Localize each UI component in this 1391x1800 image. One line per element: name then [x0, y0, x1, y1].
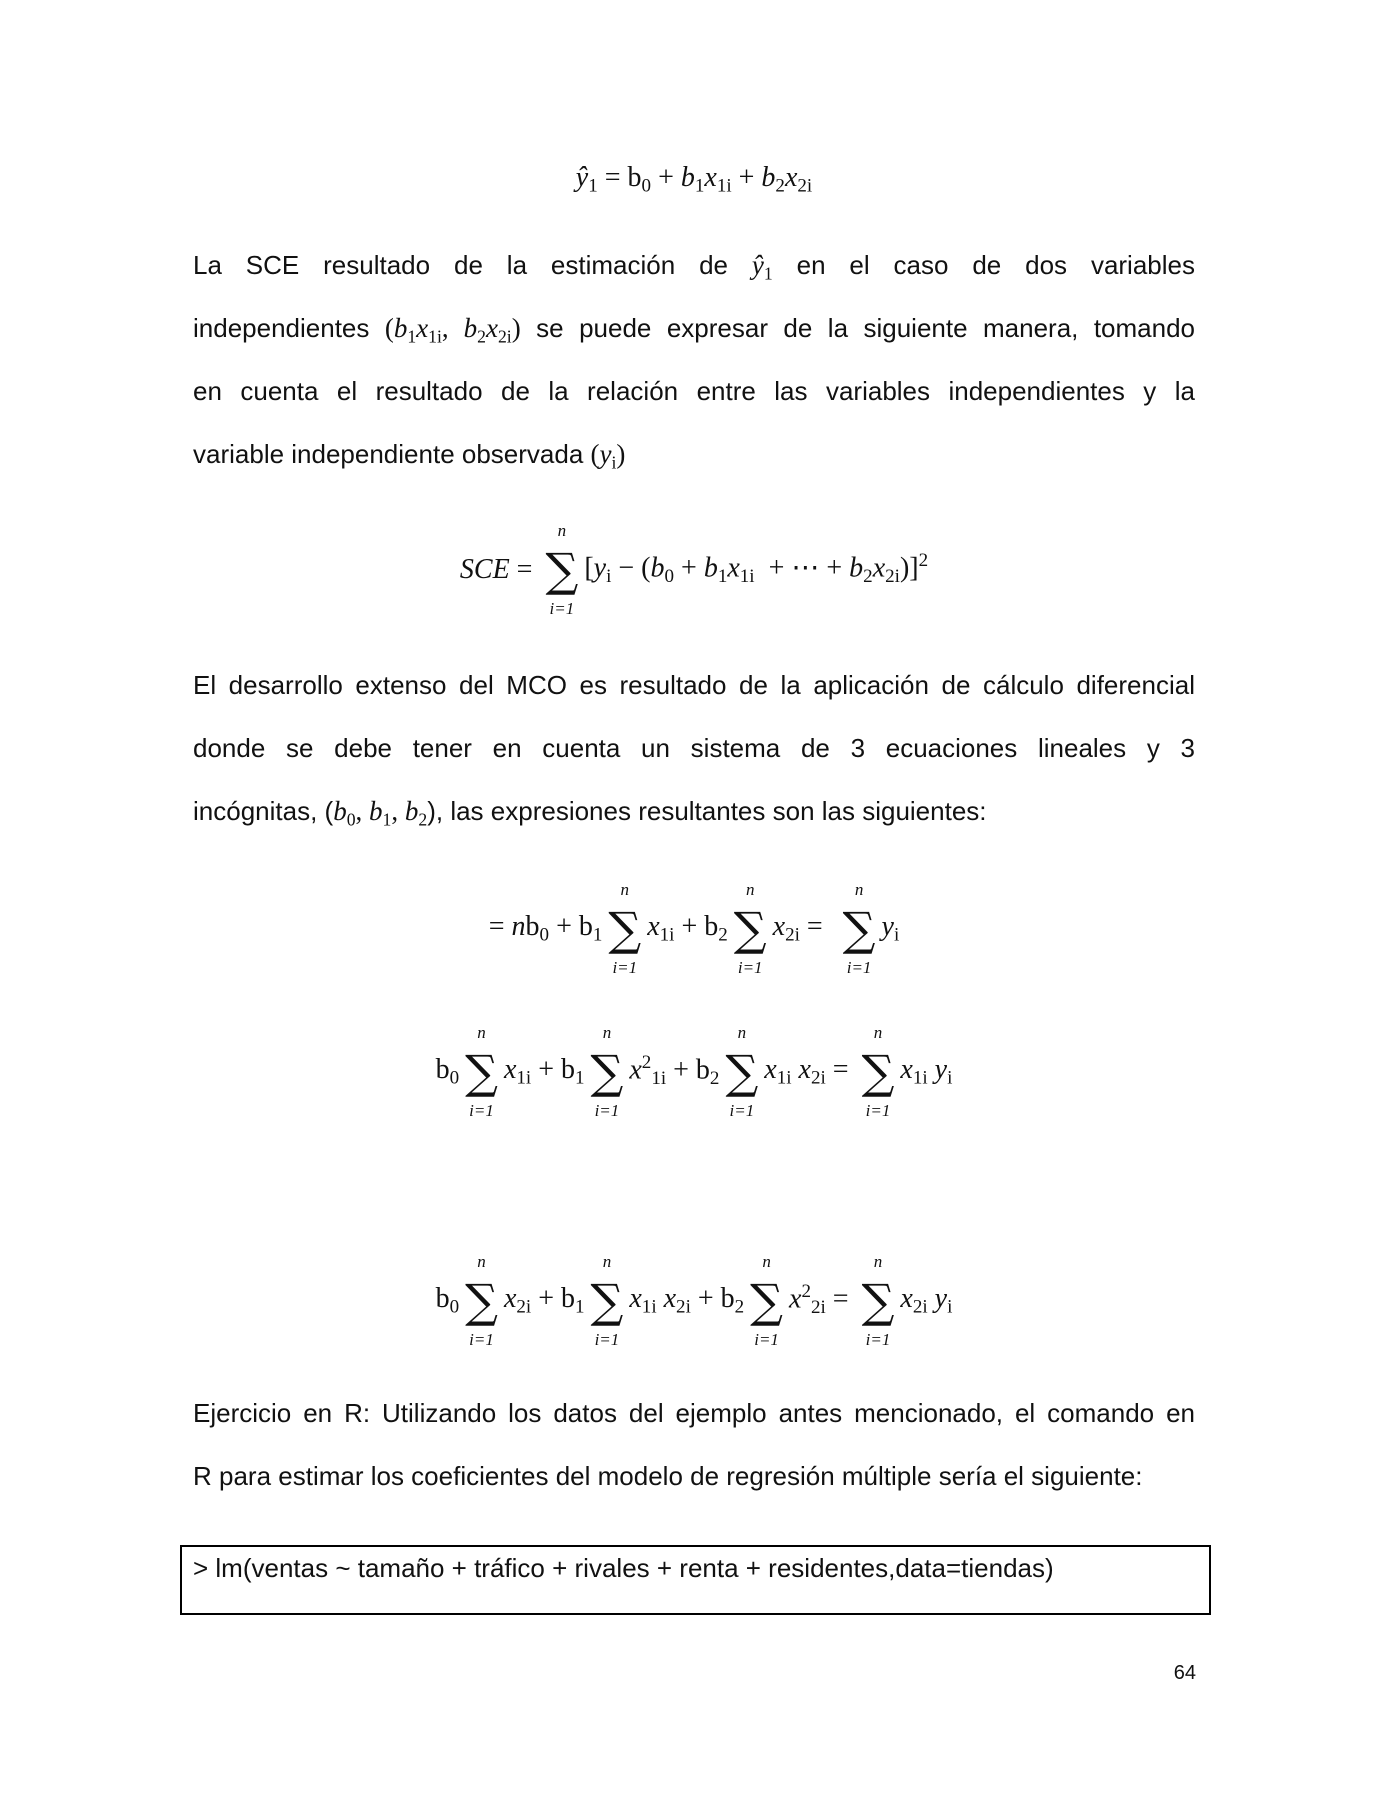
summation	[734, 880, 767, 978]
math-variable: x	[900, 1283, 913, 1315]
summation-lower-limit: i=1	[469, 1101, 494, 1120]
summation-upper-limit: n	[873, 1252, 883, 1271]
summation-symbol: ∑	[545, 543, 579, 597]
math-subscript: 2i	[912, 1296, 928, 1318]
math-subscript: 1i	[659, 924, 675, 946]
equation-sce	[193, 521, 1195, 619]
summation-upper-limit: n	[477, 1252, 486, 1271]
math-symbol: ,	[355, 796, 370, 826]
summation-symbol: ∑	[842, 902, 876, 956]
math-subscript: 2i	[676, 1296, 691, 1318]
paragraph-sce-explanation	[193, 234, 1195, 486]
math-subscript: 2	[477, 326, 486, 347]
math-term	[764, 1053, 855, 1091]
math-variable: n	[511, 911, 526, 943]
math-symbol: b	[435, 1283, 450, 1315]
math-symbol: =	[825, 1283, 856, 1315]
math-variable: b	[463, 313, 478, 343]
math-subscript: i	[893, 924, 900, 946]
math-subscript: 2	[734, 1296, 745, 1318]
math-subscript: i	[947, 1296, 953, 1318]
summation-symbol: ∑	[750, 1274, 784, 1328]
math-symbol: b	[435, 1054, 450, 1086]
math-symbol: b	[525, 911, 540, 943]
math-variable: ŷ	[751, 250, 764, 280]
math-variable: x	[900, 1054, 913, 1086]
text-run: ), las expresiones resultantes son las siguientes:	[427, 796, 987, 826]
math-term	[460, 553, 540, 587]
summation-lower-limit: i=1	[737, 958, 763, 977]
math-variable: x	[764, 1054, 777, 1086]
math-variable: x	[503, 1054, 517, 1086]
math-symbol: )	[616, 439, 626, 469]
text-run: R para estimar los coeficientes del modelo de regresión múltiple sería el siguiente:	[193, 1461, 1143, 1491]
paragraph-r-exercise	[193, 1382, 1195, 1508]
math-symbol: − (	[611, 552, 651, 584]
normal-equation-2	[193, 1023, 1195, 1121]
math-subscript: 2i	[785, 924, 800, 946]
summation	[750, 1252, 783, 1350]
math-subscript: 1	[694, 175, 705, 197]
math-term	[647, 910, 728, 948]
math-subscript: i	[611, 452, 617, 473]
math-variable: y	[934, 1283, 948, 1315]
math-variable: x	[485, 313, 498, 343]
text-line	[193, 654, 1195, 717]
summation	[725, 1023, 758, 1121]
math-symbol: [	[584, 552, 594, 584]
math-subscript: 1i	[641, 1296, 657, 1318]
text-run: incógnitas, (	[193, 796, 334, 826]
summation	[591, 1023, 624, 1121]
text-line	[193, 780, 1195, 843]
math-variable: b	[369, 796, 383, 826]
math-subscript: 0	[346, 809, 356, 830]
math-variable: x	[784, 162, 798, 194]
math-symbol: + b	[531, 1283, 575, 1315]
summation-lower-limit: i=1	[865, 1101, 891, 1120]
summation	[843, 880, 876, 978]
text-line	[193, 1445, 1195, 1508]
math-subscript: 2	[709, 1068, 720, 1090]
summation-symbol: ∑	[590, 1045, 624, 1099]
math-subscript: 1i	[651, 1068, 667, 1090]
math-superscript: 2	[801, 1281, 811, 1303]
math-symbol: + ⋯ +	[754, 552, 850, 584]
math-term	[504, 1282, 585, 1320]
math-variable: x	[416, 313, 429, 343]
math-variable: b	[849, 552, 864, 584]
math-subscript: 1i	[739, 566, 755, 588]
normal-equation-3	[193, 1252, 1195, 1350]
text-run: en el caso de dos variables	[772, 250, 1195, 280]
math-variable: b	[333, 796, 347, 826]
r-command: > lm(ventas ~ tamaño + tráfico + rivales + renta + residentes,data=tiendas)	[193, 1553, 1054, 1583]
math-variable: b	[650, 552, 665, 584]
math-symbol: =	[488, 911, 512, 943]
math-term	[900, 1282, 952, 1320]
math-symbol: + b	[674, 911, 719, 943]
math-subscript: 1	[592, 924, 603, 946]
math-symbol: ,	[391, 796, 405, 826]
math-term	[584, 550, 928, 589]
math-variable: ŷ	[575, 162, 589, 194]
math-subscript: 1i	[428, 326, 442, 347]
summation-upper-limit: n	[745, 880, 755, 899]
math-variable: x	[503, 1283, 517, 1315]
math-subscript: 2i	[885, 566, 900, 588]
math-term	[629, 1282, 744, 1320]
math-subscript: 0	[641, 175, 652, 197]
math-symbol	[657, 1283, 664, 1314]
text-line	[193, 717, 1195, 780]
summation	[862, 1023, 895, 1121]
math-variable: x	[704, 162, 717, 194]
math-subscript: 1	[575, 1067, 585, 1089]
math-variable: x	[798, 1054, 811, 1086]
math-symbol: )	[511, 313, 521, 343]
paragraph-mco-development	[193, 654, 1195, 843]
code-block	[180, 1545, 1211, 1615]
math-symbol: =	[509, 554, 540, 586]
summation-upper-limit: n	[557, 521, 567, 540]
text-run: El desarrollo extenso del MCO es resultado de la aplicación de cálculo diferencial	[193, 670, 1195, 700]
summation-upper-limit: n	[620, 880, 630, 899]
summation-lower-limit: i=1	[754, 1330, 779, 1349]
math-subscript: 1i	[776, 1067, 792, 1089]
summation-lower-limit: i=1	[549, 599, 575, 618]
math-symbol: +	[731, 162, 762, 194]
text-line	[193, 360, 1195, 423]
math-symbol: = b	[597, 162, 642, 194]
math-variable: x	[629, 1054, 642, 1086]
summation-lower-limit: i=1	[729, 1101, 755, 1120]
math-symbol	[928, 1283, 935, 1314]
math-variable: y	[599, 439, 612, 469]
math-variable: b	[703, 552, 718, 584]
summation	[862, 1252, 895, 1350]
math-symbol: =	[799, 911, 837, 943]
math-subscript: 1i	[912, 1067, 928, 1089]
math-term	[773, 910, 837, 948]
math-variable: x	[872, 552, 886, 584]
math-subscript: 2	[418, 809, 428, 830]
text-run: La SCE resultado de la estimación de	[193, 250, 752, 280]
math-variable: b	[761, 162, 776, 194]
normal-equation-1	[193, 880, 1195, 978]
math-subscript: 2i	[516, 1296, 532, 1318]
text-line	[193, 423, 1195, 486]
math-subscript: 1	[588, 175, 598, 197]
math-subscript: 2	[718, 924, 728, 946]
math-superscript: 2	[641, 1052, 652, 1074]
summation-upper-limit: n	[873, 1023, 883, 1042]
math-term	[489, 910, 603, 948]
math-subscript: 2	[863, 566, 873, 588]
text-line	[193, 234, 1195, 297]
summation-symbol: ∑	[861, 1274, 895, 1328]
math-symbol: (	[590, 439, 600, 469]
summation-upper-limit: n	[737, 1023, 747, 1042]
math-subscript: 2	[775, 175, 785, 197]
math-subscript: 0	[449, 1296, 460, 1318]
summation-lower-limit: i=1	[612, 958, 638, 977]
math-subscript: 2i	[810, 1297, 826, 1319]
math-term	[900, 1053, 952, 1091]
math-symbol	[928, 1054, 935, 1085]
summation	[545, 521, 578, 619]
math-term	[789, 1281, 856, 1320]
math-subscript: i	[606, 566, 612, 588]
math-term	[629, 1052, 719, 1091]
summation-upper-limit: n	[602, 1252, 612, 1271]
math-variable: x	[789, 1283, 802, 1315]
math-variable: x	[772, 911, 786, 943]
math-subscript: 2i	[797, 175, 813, 197]
math-subscript: 1i	[716, 175, 732, 197]
summation-symbol: ∑	[733, 902, 767, 956]
text-run: donde se debe tener en cuenta un sistema de 3 ecuaciones lineales y 3	[193, 733, 1195, 763]
math-symbol: +	[674, 552, 704, 584]
math-variable: y	[934, 1054, 948, 1086]
math-term	[436, 1053, 460, 1091]
math-variable: b	[404, 796, 419, 826]
summation-lower-limit: i=1	[865, 1330, 891, 1349]
math-variable: SCE	[459, 554, 510, 586]
math-subscript: 1	[763, 263, 773, 284]
math-symbol: =	[825, 1054, 856, 1086]
text-line	[193, 1382, 1195, 1445]
summation-symbol: ∑	[465, 1045, 498, 1099]
text-line	[193, 297, 1195, 360]
summation-symbol: ∑	[465, 1274, 498, 1328]
math-subscript: i	[947, 1067, 953, 1089]
math-symbol: + b	[531, 1054, 575, 1086]
summation-lower-limit: i=1	[594, 1101, 620, 1120]
math-symbol: + b	[549, 911, 593, 943]
math-subscript: 1	[717, 566, 728, 588]
math-superscript: 2	[918, 550, 929, 572]
math-symbol: ,	[441, 313, 464, 343]
summation	[591, 1252, 624, 1350]
math-variable: b	[393, 313, 408, 343]
summation-upper-limit: n	[854, 880, 864, 899]
math-variable: x	[629, 1283, 642, 1315]
math-symbol: +	[651, 162, 681, 194]
math-variable: y	[593, 552, 607, 584]
math-variable: y	[881, 911, 894, 943]
summation-lower-limit: i=1	[846, 958, 872, 977]
math-subscript: 1	[382, 809, 392, 830]
math-subscript: 1i	[516, 1067, 532, 1089]
math-subscript: 1	[575, 1296, 585, 1318]
summation-symbol: ∑	[590, 1274, 624, 1328]
math-subscript: 2i	[497, 326, 512, 347]
math-subscript: 0	[539, 924, 550, 946]
text-run: variable independiente observada	[193, 439, 591, 469]
math-symbol	[792, 1054, 799, 1085]
text-run: en cuenta el resultado de la relación entre las variables independientes y la	[193, 376, 1195, 406]
summation	[465, 1023, 498, 1121]
math-subscript: 2i	[810, 1067, 826, 1089]
math-term	[436, 1282, 460, 1320]
math-subscript: 0	[664, 566, 675, 588]
math-symbol: )]	[899, 552, 919, 584]
summation-lower-limit: i=1	[469, 1330, 494, 1349]
math-variable: x	[647, 911, 660, 943]
summation-symbol: ∑	[725, 1045, 759, 1099]
text-run: Ejercicio en R: Utilizando los datos del ejemplo antes mencionado, el comando en	[193, 1398, 1195, 1428]
text-run: se puede expresar de la siguiente manera, tomando	[520, 313, 1195, 343]
math-variable: x	[727, 552, 740, 584]
math-variable: x	[663, 1283, 677, 1315]
math-term	[504, 1053, 585, 1091]
page-number: 64	[1173, 1662, 1196, 1684]
math-term	[576, 161, 812, 199]
summation	[608, 880, 641, 978]
math-symbol: (	[384, 313, 394, 343]
math-variable: b	[680, 162, 695, 194]
math-subscript: 1	[407, 326, 417, 347]
math-subscript: 0	[449, 1067, 460, 1089]
summation-upper-limit: n	[477, 1023, 486, 1042]
math-term	[882, 910, 900, 948]
summation-symbol: ∑	[861, 1045, 895, 1099]
math-symbol: + b	[666, 1054, 710, 1086]
summation	[465, 1252, 498, 1350]
summation-lower-limit: i=1	[594, 1330, 620, 1349]
text-run: independientes	[193, 313, 385, 343]
summation-upper-limit: n	[602, 1023, 612, 1042]
math-symbol: + b	[690, 1283, 735, 1315]
summation-symbol: ∑	[608, 902, 642, 956]
equation-yhat	[193, 160, 1195, 200]
summation-upper-limit: n	[762, 1252, 771, 1271]
